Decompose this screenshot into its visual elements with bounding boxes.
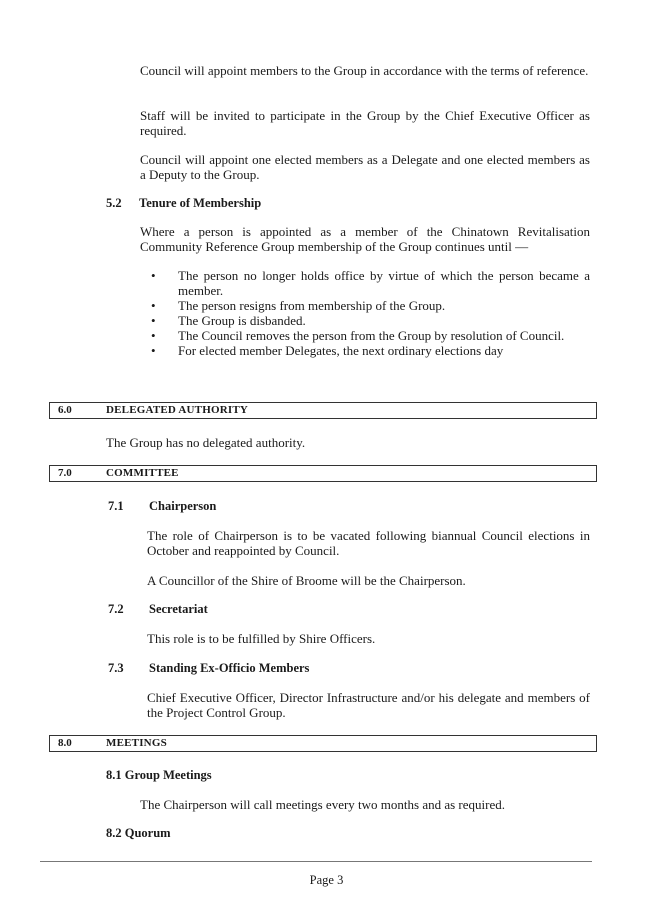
section-5-2-number: 5.2 [106,196,122,210]
section-6-text: The Group has no delegated authority. [106,435,306,450]
section-7-title: COMMITTEE [106,467,179,479]
list-item-text: The Council removes the person from the Group by resolution of Council. [178,328,565,343]
footer-divider [40,861,592,862]
bullet-icon: • [151,313,156,328]
membership-end-list [146,268,590,358]
section-6-title: DELEGATED AUTHORITY [106,404,249,416]
bullet-icon: • [151,328,156,343]
bullet-icon: • [151,343,156,358]
bullet-icon: • [151,268,156,283]
section-7-2-title: Secretariat [149,602,208,616]
page-number: Page 3 [309,873,344,887]
section-7-header [49,465,597,482]
section-7-1-number: 7.1 [108,499,124,513]
section-8-number: 8.0 [58,737,72,749]
list-item [146,328,590,343]
section-7-number: 7.0 [58,467,72,479]
list-item-text: The person no longer holds office by virtue of which the person became a member. [178,268,590,298]
section-7-1-paragraph-1: The role of Chairperson is to be vacated following biannual Council elections in October and reappointed by Council. [147,528,590,558]
section-8-header [49,735,597,752]
section-6-number: 6.0 [58,404,72,416]
section-8-2-heading: 8.2 Quorum [106,826,171,840]
list-item [146,268,590,298]
section-7-1-title: Chairperson [149,499,217,513]
section-7-3-title: Standing Ex-Officio Members [149,661,310,675]
intro-paragraph-1: Council will appoint members to the Group in accordance with the terms of reference. [140,63,589,78]
section-7-3-text: Chief Executive Officer, Director Infrastructure and/or his delegate and members of the Project Control Group. [147,690,590,720]
section-6-header [49,402,597,419]
intro-paragraph-3: Council will appoint one elected members as a Delegate and one elected members as a Deputy to the Group. [140,152,590,182]
section-8-1-text: The Chairperson will call meetings every two months and as required. [140,797,505,812]
section-8-1-heading: 8.1 Group Meetings [106,768,212,782]
list-item-text: The person resigns from membership of the Group. [178,298,446,313]
section-5-2-intro: Where a person is appointed as a member of the Chinatown Revitalisation Community Reference Group membership of the Group continues until — [140,224,590,254]
list-item-text: The Group is disbanded. [178,313,306,328]
section-7-1-paragraph-2: A Councillor of the Shire of Broome will be the Chairperson. [147,573,466,588]
bullet-icon: • [151,298,156,313]
section-7-2-text: This role is to be fulfilled by Shire Officers. [147,631,376,646]
list-item [146,298,590,313]
section-7-3-number: 7.3 [108,661,124,675]
list-item-text: For elected member Delegates, the next ordinary elections day [178,343,504,358]
intro-paragraph-2: Staff will be invited to participate in the Group by the Chief Executive Officer as required. [140,108,590,138]
section-8-title: MEETINGS [106,737,167,749]
list-item [146,313,590,328]
section-5-2-title: Tenure of Membership [139,196,262,210]
section-7-2-number: 7.2 [108,602,124,616]
list-item [146,343,590,358]
